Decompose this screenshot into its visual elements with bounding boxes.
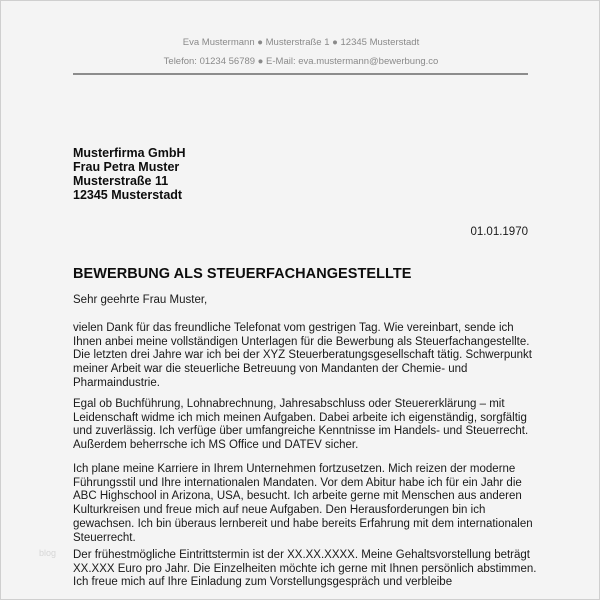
paragraph-line: Pharmaindustrie. [73,376,160,389]
recipient-street: Musterstraße 11 [73,174,169,188]
sender-address-line: Eva Mustermann ● Musterstraße 1 ● 12345 Musterstadt [182,37,420,48]
recipient-name: Frau Petra Muster [73,160,180,174]
paragraph-line: Führungsstil und Ihre internationalen Mandaten. Vor dem Abitur habe ich für ein Jahr die [73,476,522,489]
recipient-address-block [73,146,186,202]
paragraph-line: Kulturkreisen und freue mich auf neue Aufgaben. Den Herausforderungen bin ich [73,504,486,517]
paragraph-line: Ich freue mich auf Ihre Einladung zum Vorstellungsgespräch und verbleibe [73,576,453,589]
sender-contact-line: Telefon: 01234 56789 ● E-Mail: eva.mustermann@bewerbung.co [163,56,439,67]
paragraph-line: Die letzten drei Jahre war ich bei der XYZ Steuerberatungsgesellschaft tätig. Schwerpunkt [73,349,532,362]
body-paragraph-1 [73,322,543,391]
paragraph-line: und zuverlässig. Ich verfüge über umfangreiche Kenntnisse im Handels- und Steuerrecht. [73,425,529,438]
recipient-company: Musterfirma GmbH [73,146,186,160]
paragraph-line: Ich plane meine Karriere in Ihrem Unternehmen fortzusetzen. Mich reizen der moderne [73,463,516,475]
header-divider [73,73,528,75]
paragraph-line: meiner Arbeit war die steuerliche Betreuung von Mandanten der Chemie- und [73,363,468,376]
paragraph-line: gewachsen. Ich bin überaus lernbereit und habe bereits Erfahrung mit dem internationalen [73,517,533,530]
paragraph-line: ABC Highschool in Arizona, USA, besucht. Ich arbeite gerne mit Menschen aus anderen [73,490,522,503]
recipient-city: 12345 Musterstadt [73,188,183,202]
body-paragraph-2 [73,398,543,453]
paragraph-line: Egal ob Buchführung, Lohnabrechnung, Jahresabschluss oder Steuererklärung – mit [73,398,505,410]
paragraph-line: Ihnen anbei meine vollständigen Unterlagen für die Bewerbung als Steuerfachangestellte. [73,335,530,348]
body-paragraph-4 [73,549,543,590]
body-paragraph-3 [73,463,543,545]
paragraph-line: XX.XXX Euro pro Jahr. Die Einzelheiten möchte ich gerne mit Ihnen persönlich abstimmen. [73,562,537,575]
paragraph-line: Steuerrecht. [73,531,136,544]
salutation: Sehr geehrte Frau Muster, [73,294,208,306]
letter-date: 01.01.1970 [470,226,528,238]
paragraph-line: Der frühestmögliche Eintrittstermin ist der XX.XX.XXXX. Meine Gehaltsvorstellung beträgt [73,549,531,561]
paragraph-line: vielen Dank für das freundliche Telefonat vom gestrigen Tag. Wie vereinbart, sende ich [73,322,514,334]
paragraph-line: Leidenschaft widme ich mich meinen Aufgaben. Dabei arbeite ich eigenständig, sorgfältig [73,411,527,424]
paragraph-line: Außerdem beherrsche ich MS Office und DATEV sicher. [73,439,359,452]
blog-watermark: blog [39,548,57,558]
letter-subject: BEWERBUNG ALS STEUERFACHANGESTELLTE [73,266,412,282]
